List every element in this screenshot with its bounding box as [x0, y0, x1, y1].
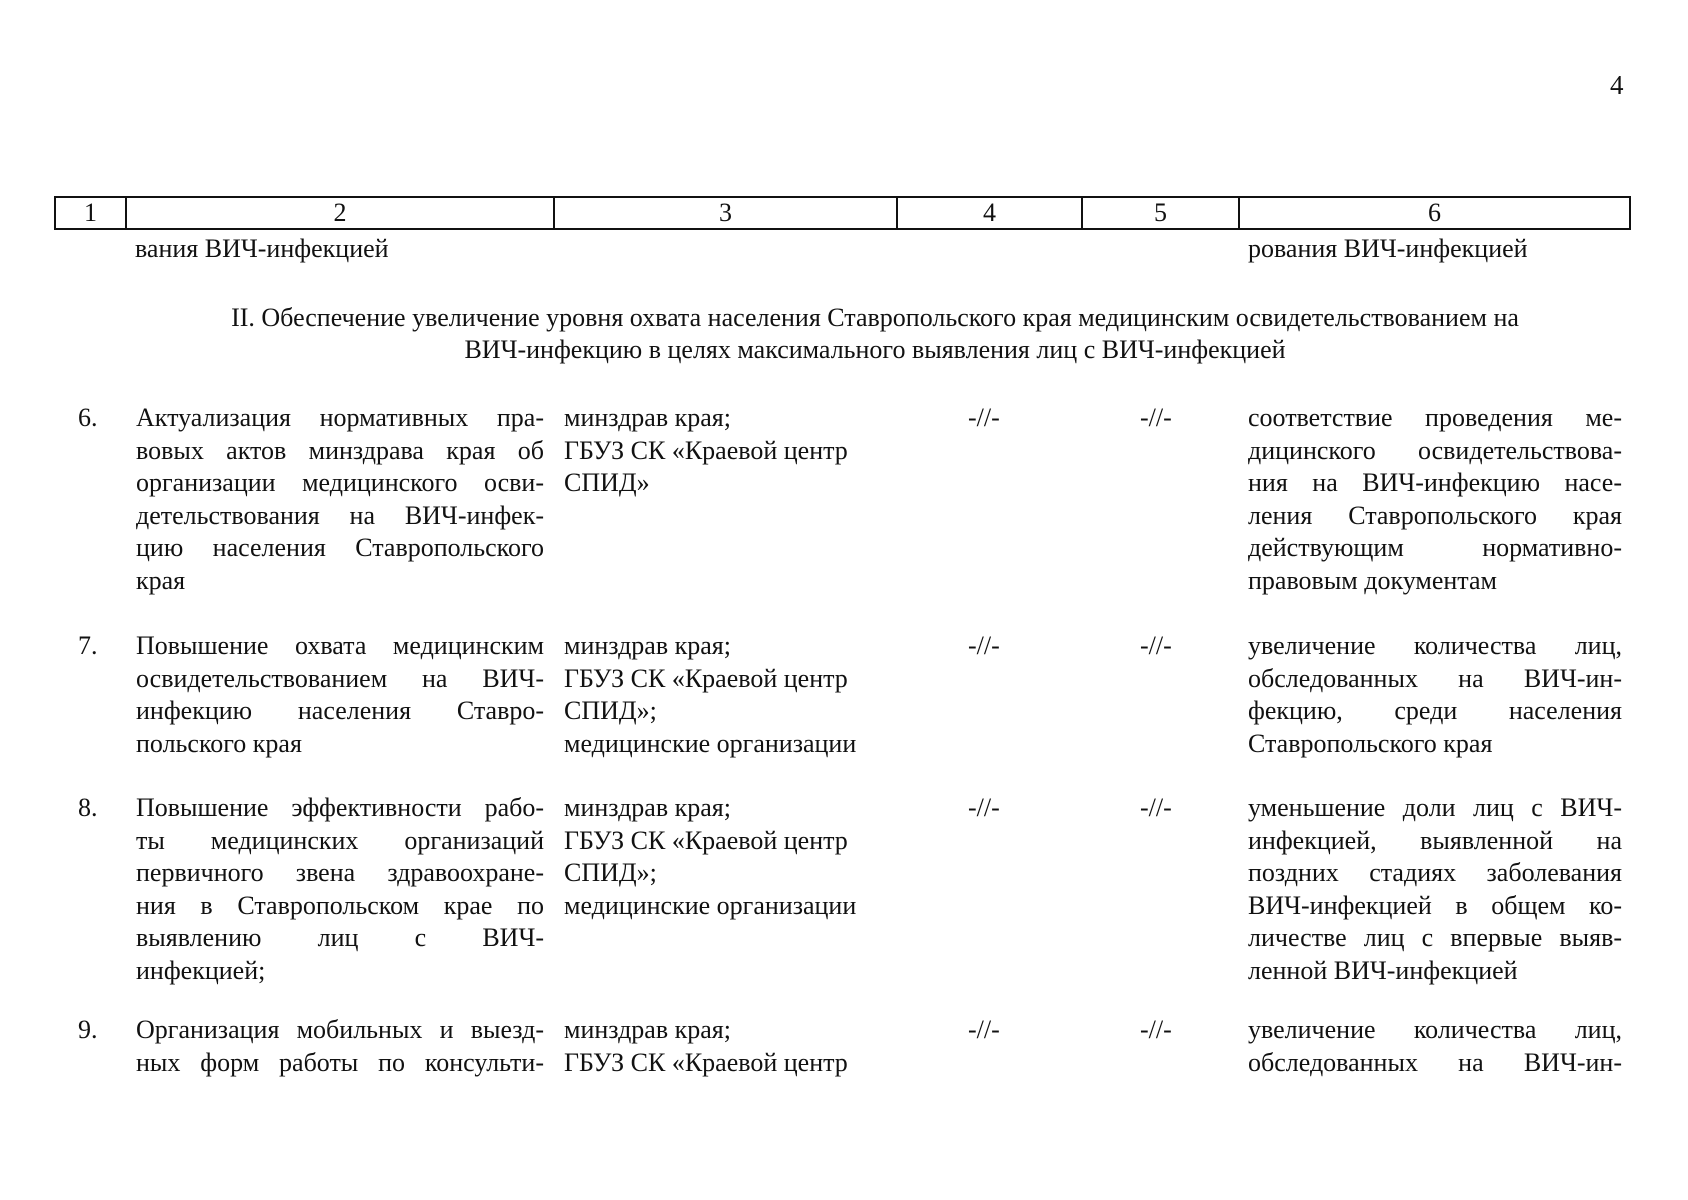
- text-line: действующим нормативно-: [1248, 533, 1622, 562]
- page-number: 4: [1610, 70, 1624, 100]
- text-line: ГБУЗ СК «Краевой центр: [564, 435, 848, 465]
- ditto-mark: -//-: [968, 403, 1000, 432]
- section-title: [130, 302, 1620, 366]
- text-line: обследованных на ВИЧ-ин-: [1248, 663, 1622, 693]
- responsible-party: [564, 1014, 894, 1079]
- column-number: 1: [56, 198, 127, 228]
- measure-description: [136, 402, 544, 597]
- measure-description: [136, 792, 544, 987]
- text-line: вовых актов минздрава края об: [136, 435, 544, 465]
- text-line: увеличение количества лиц,: [1248, 1015, 1622, 1044]
- text-line: ГБУЗ СК «Краевой центр: [564, 663, 848, 693]
- column-number: 5: [1083, 198, 1240, 228]
- text-line: ных форм работы по консульти-: [136, 1047, 544, 1077]
- row-number: 8.: [78, 793, 98, 822]
- ditto-mark: -//-: [1140, 631, 1172, 660]
- text-line: организации медицинского осви-: [136, 468, 544, 497]
- text-line: Ставропольского края: [1248, 728, 1493, 758]
- text-line: СПИД»;: [564, 696, 657, 725]
- continuation-text-left: вания ВИЧ-инфекцией: [135, 234, 389, 263]
- text-line: личестве лиц с впервые выяв-: [1248, 923, 1622, 952]
- text-line: фекцию, среди населения: [1248, 696, 1622, 725]
- ditto-mark: -//-: [968, 631, 1000, 660]
- expected-result: [1248, 792, 1622, 987]
- row-number: 9.: [78, 1015, 98, 1044]
- text-line: детельствования на ВИЧ-инфек-: [136, 500, 544, 530]
- text-line: выявлению лиц с ВИЧ-: [136, 923, 544, 952]
- text-line: цию населения Ставропольского: [136, 533, 544, 562]
- ditto-mark: -//-: [968, 793, 1000, 822]
- text-line: соответствие проведения ме-: [1248, 403, 1622, 432]
- ditto-mark: -//-: [1140, 403, 1172, 432]
- ditto-mark: -//-: [1140, 793, 1172, 822]
- ditto-mark: -//-: [968, 1015, 1000, 1044]
- responsible-party: [564, 792, 894, 922]
- row-number: 6.: [78, 403, 98, 432]
- text-line: ГБУЗ СК «Краевой центр: [564, 825, 848, 855]
- text-line: минздрав края;: [564, 793, 731, 822]
- text-line: СПИД»: [564, 468, 650, 497]
- text-line: минздрав края;: [564, 1015, 731, 1044]
- expected-result: [1248, 402, 1622, 597]
- text-line: СПИД»;: [564, 858, 657, 887]
- text-line: минздрав края;: [564, 631, 731, 660]
- text-line: дицинского освидетельствова-: [1248, 435, 1622, 465]
- text-line: инфекцией, выявленной на: [1248, 825, 1622, 855]
- section-title-line: ВИЧ-инфекцию в целях максимального выявления лиц с ВИЧ-инфекцией: [464, 335, 1286, 364]
- text-line: первичного звена здравоохране-: [136, 858, 544, 887]
- text-line: Актуализация нормативных пра-: [136, 403, 544, 432]
- text-line: минздрав края;: [564, 403, 731, 432]
- column-number: 3: [555, 198, 898, 228]
- text-line: обследованных на ВИЧ-ин-: [1248, 1047, 1622, 1077]
- text-line: инфекцией;: [136, 955, 266, 985]
- text-line: ния в Ставропольском крае по: [136, 890, 544, 920]
- text-line: ВИЧ-инфекцией в общем ко-: [1248, 890, 1622, 920]
- text-line: ты медицинских организаций: [136, 825, 544, 855]
- column-number-header: [54, 196, 1631, 230]
- text-line: ния на ВИЧ-инфекцию насе-: [1248, 468, 1622, 497]
- expected-result: [1248, 1014, 1622, 1079]
- column-number: 6: [1428, 198, 1441, 227]
- continuation-text-right: рования ВИЧ-инфекцией: [1248, 234, 1528, 263]
- text-line: Повышение эффективности рабо-: [136, 793, 544, 822]
- section-title-line: II. Обеспечение увеличение уровня охвата населения Ставропольского края медицинским освидетельствованием на: [231, 303, 1519, 332]
- text-line: инфекцию населения Ставро-: [136, 696, 544, 725]
- text-line: ГБУЗ СК «Краевой центр: [564, 1047, 848, 1077]
- responsible-party: [564, 630, 894, 760]
- text-line: правовым документам: [1248, 565, 1497, 595]
- text-line: увеличение количества лиц,: [1248, 631, 1622, 660]
- text-line: ленной ВИЧ-инфекцией: [1248, 955, 1518, 985]
- text-line: уменьшение доли лиц с ВИЧ-: [1248, 793, 1622, 822]
- ditto-mark: -//-: [1140, 1015, 1172, 1044]
- text-line: медицинские организации: [564, 728, 857, 758]
- text-line: ления Ставропольского края: [1248, 500, 1622, 530]
- text-line: освидетельствованием на ВИЧ-: [136, 663, 544, 693]
- column-number: 4: [898, 198, 1083, 228]
- text-line: края: [136, 565, 186, 595]
- measure-description: [136, 1014, 544, 1079]
- responsible-party: [564, 402, 894, 500]
- text-line: поздних стадиях заболевания: [1248, 858, 1622, 887]
- text-line: медицинские организации: [564, 890, 857, 920]
- column-number: 2: [127, 198, 555, 228]
- text-line: Повышение охвата медицинским: [136, 631, 544, 660]
- text-line: польского края: [136, 728, 302, 758]
- expected-result: [1248, 630, 1622, 760]
- row-number: 7.: [78, 631, 98, 660]
- text-line: Организация мобильных и выезд-: [136, 1015, 544, 1044]
- measure-description: [136, 630, 544, 760]
